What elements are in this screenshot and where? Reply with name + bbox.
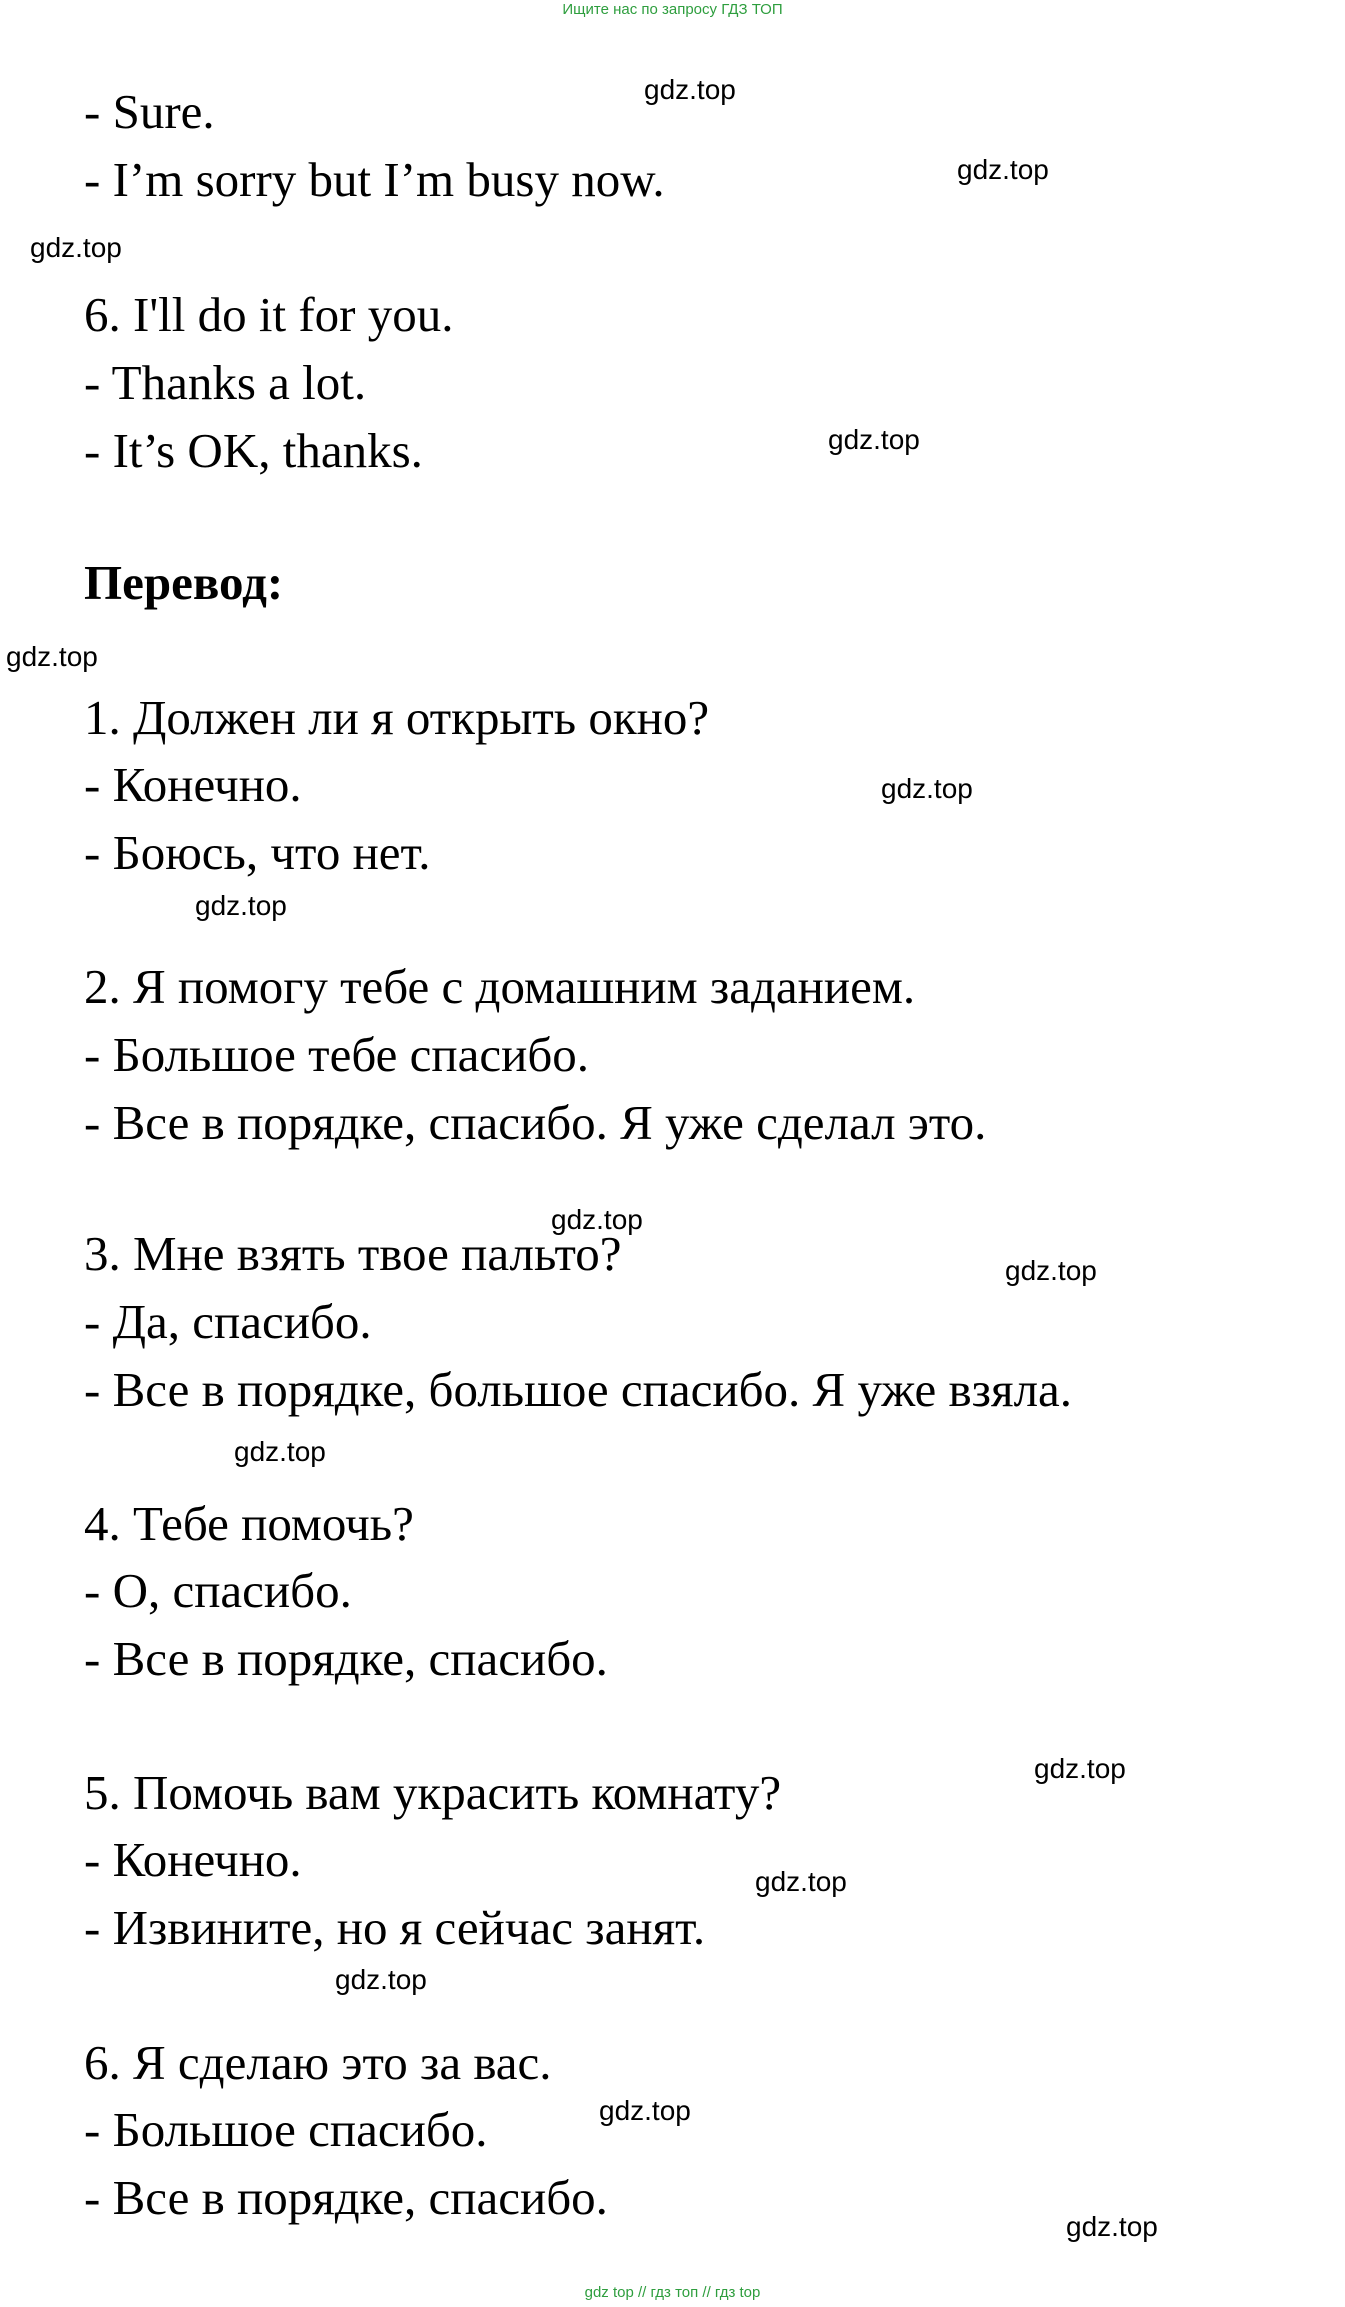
- watermark: gdz.top: [755, 1866, 847, 1897]
- text-line: - Да, спасибо.: [84, 1294, 372, 1349]
- text-line: 6. Я сделаю это за вас.: [84, 2035, 552, 2090]
- text-line: - Все в порядке, спасибо.: [84, 2170, 608, 2225]
- text-line: 6. I'll do it for you.: [84, 287, 454, 342]
- watermark: gdz.top: [335, 1964, 427, 1995]
- text-line: - Конечно.: [84, 757, 302, 812]
- top-banner: Ищите нас по запросу ГДЗ ТОП: [562, 1, 783, 18]
- text-line: - Большое тебе спасибо.: [84, 1027, 590, 1082]
- text-line: - О, спасибо.: [84, 1563, 352, 1618]
- watermark: gdz.top: [6, 641, 98, 672]
- footer: gdz top // гдз топ // гдз top: [584, 2284, 761, 2301]
- watermark: gdz.top: [1034, 1753, 1126, 1784]
- text-line: - Большое спасибо.: [84, 2102, 488, 2157]
- watermark: gdz.top: [551, 1204, 643, 1235]
- watermark: gdz.top: [881, 773, 973, 804]
- text-line: - Все в порядке, спасибо. Я уже сделал это.: [84, 1095, 987, 1150]
- text-line: 2. Я помогу тебе с домашним заданием.: [84, 959, 916, 1014]
- text-line: 1. Должен ли я открыть окно?: [84, 690, 710, 745]
- text-line: - I’m sorry but I’m busy now.: [84, 152, 665, 207]
- watermark: gdz.top: [234, 1436, 326, 1467]
- text-line: 4. Тебе помочь?: [84, 1496, 414, 1551]
- text-line: - Thanks a lot.: [84, 355, 367, 410]
- text-line: - It’s OK, thanks.: [84, 423, 423, 478]
- section-heading: Перевод:: [84, 555, 284, 610]
- watermark: gdz.top: [30, 232, 122, 263]
- watermark: gdz.top: [644, 74, 736, 105]
- watermark: gdz.top: [599, 2095, 691, 2126]
- text-line: - Конечно.: [84, 1832, 302, 1887]
- text-line: 5. Помочь вам украсить комнату?: [84, 1765, 782, 1820]
- text-line: - Боюсь, что нет.: [84, 825, 431, 880]
- watermark: gdz.top: [957, 154, 1049, 185]
- watermark: gdz.top: [1066, 2211, 1158, 2242]
- text-line: - Sure.: [84, 84, 215, 139]
- text-line: 3. Мне взять твое пальто?: [84, 1226, 622, 1281]
- text-line: - Все в порядке, большое спасибо. Я уже взяла.: [84, 1362, 1073, 1417]
- watermark: gdz.top: [1005, 1255, 1097, 1286]
- text-line: - Извините, но я сейчас занят.: [84, 1900, 706, 1955]
- watermark: gdz.top: [828, 424, 920, 455]
- text-line: - Все в порядке, спасибо.: [84, 1631, 608, 1686]
- watermark: gdz.top: [195, 890, 287, 921]
